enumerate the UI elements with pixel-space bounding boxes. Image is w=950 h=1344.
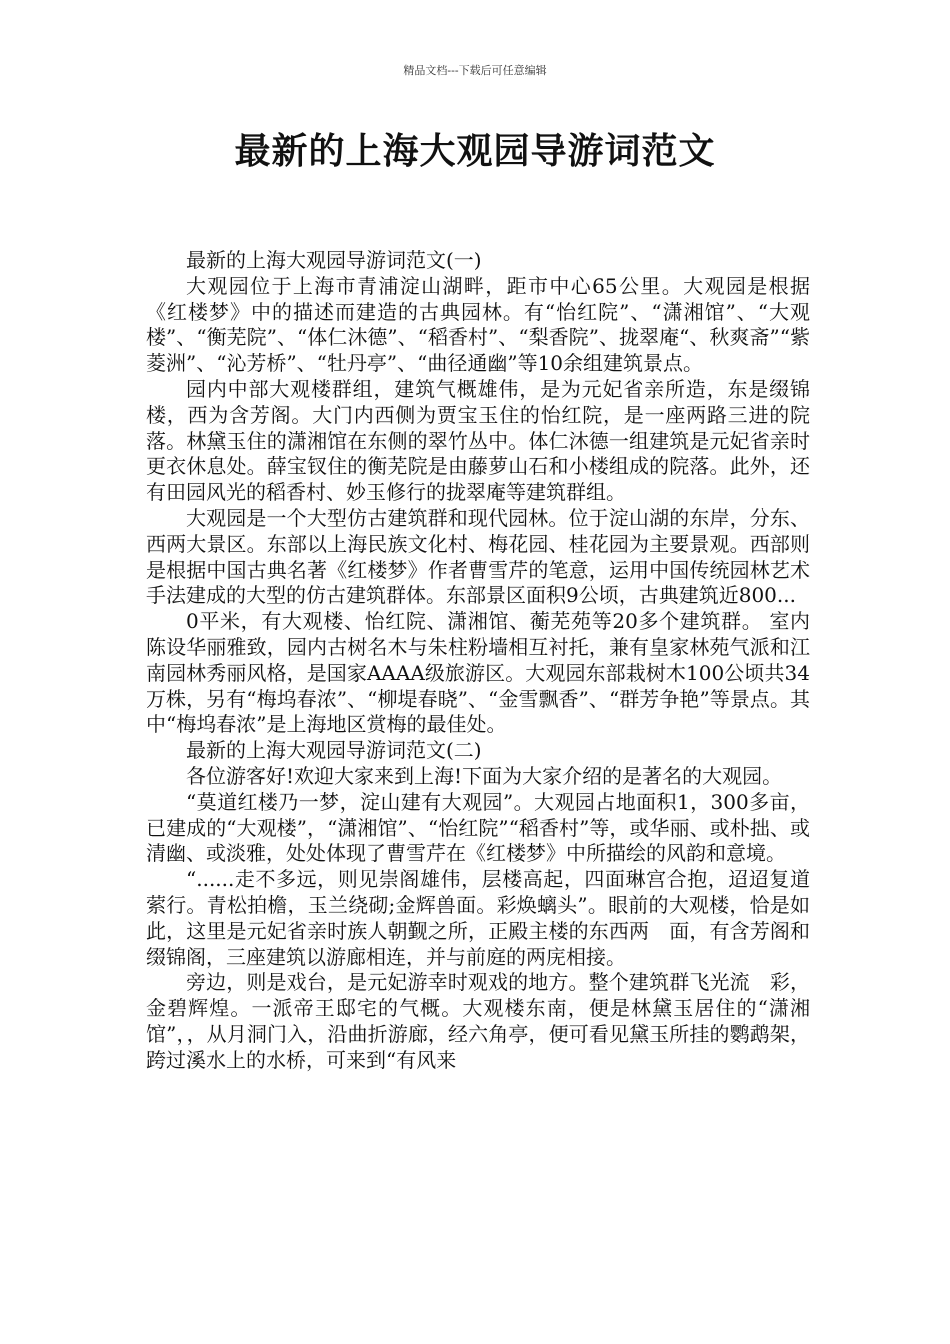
paragraph: 园内中部大观楼群组，建筑气概雄伟，是为元妃省亲所造，东是缀锦楼，西为含芳阁。大门内西侧为贾宝玉住的怡红院，是一座两路三进的院落。林黛玉住的潇湘馆在东侧的翠竹丛中。体仁沐德一组建筑是元妃省亲时更衣休息处。薛宝钗住的衡芜院是由藤萝山石和小楼组成的院落。此外，还有田园风光的稻香村、妙玉修行的拢翠庵等建筑群组。 (146, 376, 810, 505)
document-body (146, 248, 810, 1074)
paragraph: 旁边，则是戏台，是元妃游幸时观戏的地方。整个建筑群飞光流 彩，金碧辉煌。一派帝王邸宅的气概。大观楼东南，便是林黛玉居住的“潇湘馆”，，从月洞门入，沿曲折游廊，经六角亭，便可看见黛玉所挂的鹦鹉架，跨过溪水上的水桥，可来到“有风来 (146, 970, 810, 1072)
section-heading-2: 最新的上海大观园导游词范文(二) (186, 738, 482, 763)
paragraph: 大观园是一个大型仿古建筑群和现代园林。位于淀山湖的东岸，分东、西两大景区。东部以上海民族文化村、梅花园、桂花园为主要景观。西部则是根据中国古典名著《红楼梦》作者曹雪芹的笔意，运用中国传统园林艺术手法建成的大型的仿古建筑群体。东部景区面积9公顷，古典建筑近800... (146, 505, 810, 608)
paragraph: 0平米，有大观楼、怡红院、潇湘馆、蘅芜苑等20多个建筑群。 室内陈设华丽雅致，园内古树名木与朱柱粉墙相互衬托，兼有皇家林苑气派和江南园林秀丽风格，是国家AAAA级旅游区。大观园东部栽树木100公顷共34万株，另有“梅坞春浓”、“柳堤春晓”、“金雪飘香”、“群芳争艳”等景点。其中“梅坞春浓”是上海地区赏梅的最佳处。 (146, 609, 810, 737)
paragraph: 各位游客好!欢迎大家来到上海!下面为大家介绍的是著名的大观园。 (186, 763, 783, 788)
paragraph: “......走不多远，则见崇阁雄伟，层楼高起，四面琳宫合抱，迢迢复道萦行。青松拍檐，玉兰绕砌;金辉兽面。彩焕螭头”。眼前的大观楼，恰是如此，这里是元妃省亲时族人朝觐之所，正殿主楼的东西两 面，有含芳阁和缀锦阁，三座建筑以游廊相连，并与前庭的两庑相接。 (146, 867, 810, 969)
section-heading-1: 最新的上海大观园导游词范文(一) (186, 248, 482, 272)
header-note: 精品文档---下载后可任意编辑 (403, 64, 547, 77)
document-title: 最新的上海大观园导游词范文 (234, 131, 716, 172)
paragraph: 大观园位于上海市青浦淀山湖畔，距市中心65公里。大观园是根据《红楼梦》中的描述而建造的古典园林。有“怡红院”、“潇湘馆”、“大观楼”、“衡芜院”、“体仁沐德”、“稻香村”、“梨香院”、拢翠庵“、秋爽斋”“紫菱洲”、“沁芳桥”、“牡丹亭”、“曲径通幽”等10余组建筑景点。 (146, 273, 810, 376)
paragraph: “莫道红楼乃一梦，淀山建有大观园”。大观园占地面积1，300多亩，已建成的“大观楼”，“潇湘馆”、“怡红院”“稻香村”等，或华丽、或朴拙、或清幽、或淡雅，处处体现了曹雪芹在《红楼梦》中所描绘的风韵和意境。 (146, 789, 810, 866)
